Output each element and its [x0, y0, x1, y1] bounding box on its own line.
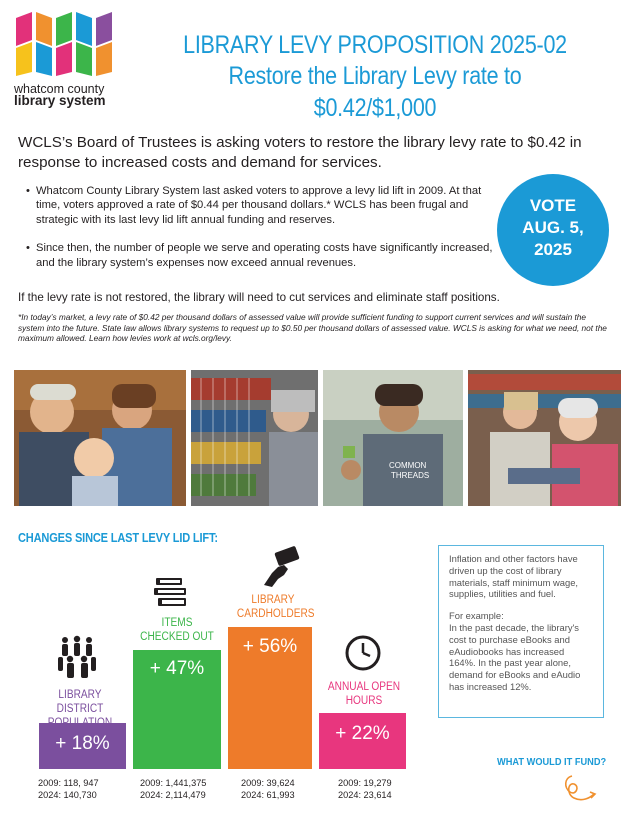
photo-family [14, 370, 186, 506]
stat-2024: 2024: 23,614 [338, 790, 392, 800]
stat-2024: 2024: 61,993 [241, 790, 295, 800]
bar-hours [319, 713, 406, 769]
stat-cardholders [241, 777, 295, 801]
photo-staff [323, 370, 463, 506]
bullet-item: • Since then, the number of people we serve and operating costs have significantly increased, and the library system’s expenses now exceed annual revenues. [26, 241, 496, 270]
stat-2024: 2024: 140,730 [38, 790, 97, 800]
bar-items [133, 650, 221, 769]
title-line1: LIBRARY LEVY PROPOSITION 2025-02 [183, 31, 567, 59]
vote-line3: 2025 [534, 240, 572, 259]
changes-title: CHANGES SINCE LAST LEVY LID LIFT: [18, 530, 218, 545]
metric-value-cardholders: + 56% [242, 636, 298, 657]
stat-population [38, 777, 99, 801]
metric-label-cardholders: LIBRARY CARDHOLDERS [236, 594, 315, 620]
metric-value-items: + 47% [149, 658, 205, 679]
logo [14, 10, 124, 107]
vote-line2: AUG. 5, [522, 218, 584, 237]
people-icon [57, 635, 97, 679]
warning-text: If the levy rate is not restored, the library will need to cut services and eliminate staff positions. [18, 291, 500, 304]
bullet-item: • Whatcom County Library System last asked voters to approve a levy lid lift in 2009. At that time, voters approved a rate of $0.44 per thousand dollars.* WCLS has been frugal and strategic with its last levy lid lift annual funding and reserves. [26, 184, 496, 227]
footnote: *In today’s market, a levy rate of $0.42 per thousand dollars of assessed value will provide sufficient funding to support current services and will sustain the system into the future. State law allows library systems to request up to $0.50 per thousand dollars of assessed value. WCLS is asking for what we need, not the maximum allowed. Learn how levies work at wcls.org/levy. [18, 312, 607, 344]
stat-2009: 2009: 19,279 [338, 778, 392, 788]
bar-cardholders [228, 627, 312, 769]
sidebox-p2: For example: [449, 610, 504, 622]
metric-value-population: + 18% [55, 733, 110, 754]
bullet-list [26, 184, 496, 284]
curl-arrow-icon [560, 772, 600, 804]
logo-mark-icon [14, 10, 116, 76]
sidebox-p1: Inflation and other factors have driven up the cost of library materials, staff minimum wage, supplies, utilities and fuel. [449, 553, 579, 600]
title-line2: Restore the Library Levy rate to $0.42/$1,000 [228, 62, 522, 122]
metric-label-items: ITEMS CHECKED OUT [140, 617, 214, 643]
sidebox-p3: In the past decade, the library's cost to purchase eBooks and eAudiobooks has increased 164%. In the past year alone, demand for eBooks and eAudio has increased 12%. [449, 621, 581, 692]
stat-2024: 2024: 2,114,479 [140, 790, 206, 800]
photo-shelves [191, 370, 318, 506]
svg-text:THREADS: THREADS [391, 471, 430, 480]
card-icon [260, 545, 304, 589]
stat-items [140, 777, 206, 801]
svg-text:COMMON: COMMON [389, 461, 427, 470]
fund-link[interactable]: WHAT WOULD IT FUND? [497, 756, 607, 768]
bar-population [39, 723, 126, 769]
stat-2009: 2009: 39,624 [241, 778, 295, 788]
stat-2009: 2009: 1,441,375 [140, 778, 207, 788]
stat-2009: 2009: 118, 947 [38, 778, 99, 788]
logo-line2: library system [14, 93, 106, 108]
metric-value-hours: + 22% [335, 723, 390, 744]
cost-info-box [438, 545, 604, 718]
metric-label-hours: ANNUAL OPEN HOURS [327, 681, 401, 707]
vote-line1: VOTE [529, 196, 577, 215]
page-title [140, 30, 610, 124]
photo-patrons [468, 370, 621, 506]
metric-label-population: LIBRARY DISTRICT [56, 689, 104, 715]
intro-paragraph: WCLS’s Board of Trustees is asking voters to restore the library levy rate to $0.42 in response to increased costs and demand for services. [18, 134, 582, 171]
clock-icon [344, 634, 382, 672]
vote-badge [497, 174, 609, 286]
books-icon [152, 576, 190, 610]
logo-line1: whatcom county [14, 82, 105, 96]
stat-hours [338, 777, 392, 801]
